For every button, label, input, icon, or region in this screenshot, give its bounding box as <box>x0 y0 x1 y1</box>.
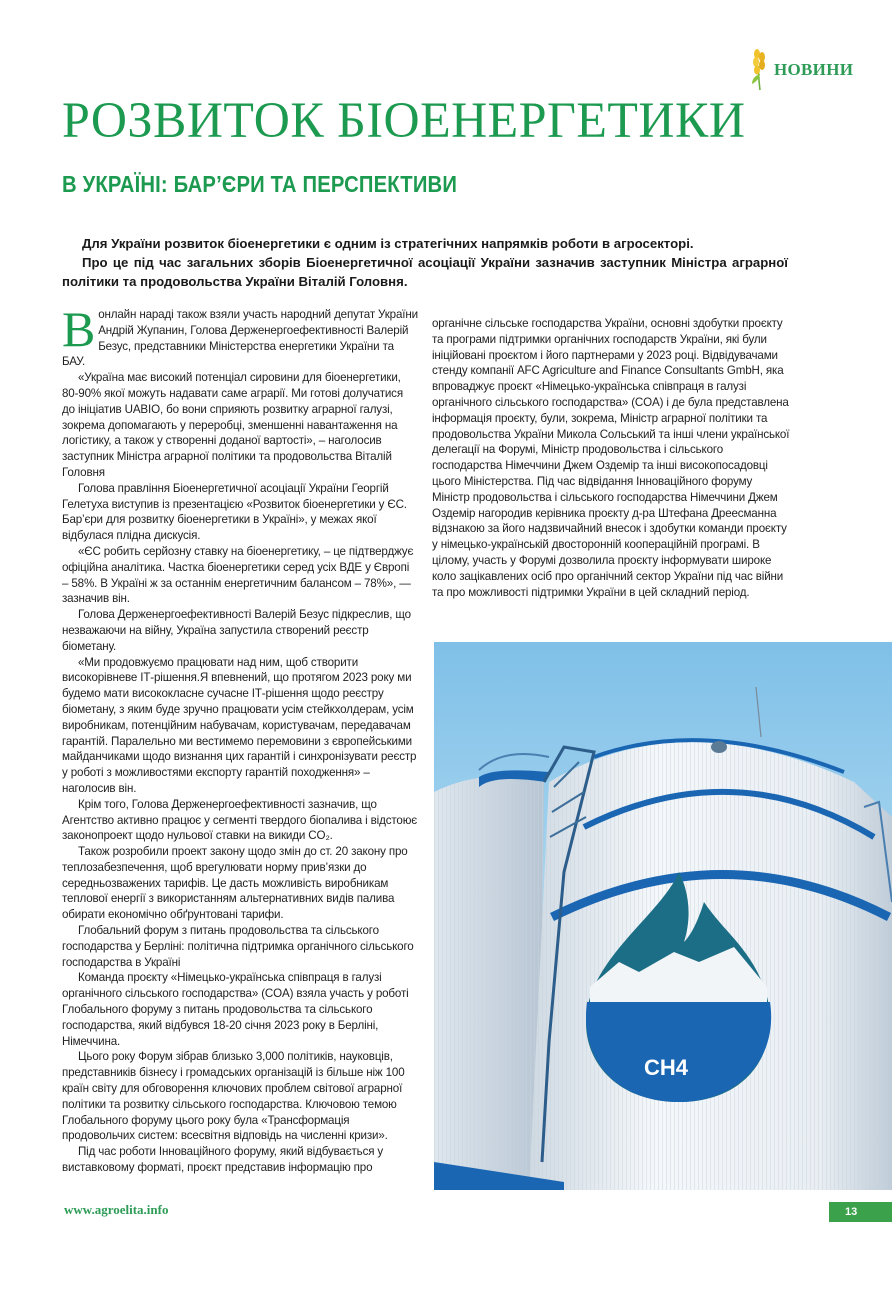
article-paragraph: Команда проєкту «Німецько-українська співпраця в галузі органічного сільського господарства» (COA) взяла участь у роботі Глобального форуму з питань продовольства та сільського господарства, який відбувся 18-20 січня 2023 року в Берліні, Німеччина. <box>62 971 409 1048</box>
article-paragraph: Цього року Форум зібрав близько 3,000 політиків, науковців, представників бізнесу і громадських організацій із більше ніж 100 країн світу для обговорення ключових проблем світової аграрної політики та розвитку сільського господарства. Ключовою темою Глобального форуму цього року була «Трансформація продовольчих систем: всесвітня відповідь на численні кризи». <box>62 1050 405 1143</box>
article-column-right <box>432 316 792 600</box>
page-number-badge: 13 <box>829 1202 892 1222</box>
article-paragraph: Голова правління Біоенергетичної асоціації України Георгій Гелетуха виступив із презентацією «Розвиток біоенергетики у ЄС. Бар’єри для розвитку біоенергетики в Україні», у межах якої відбулася плідна дискусія. <box>62 481 407 543</box>
article-paragraph: Крім того, Голова Держенергоефективності зазначив, що Агентство активно працює у сегменті твердого біопалива і відстоює законопроект щодо нульової ставки на викиди CO₂. <box>62 797 418 843</box>
article-paragraph: органічне сільське господарства України, основні здобутки проєкту та програми підтримки органічних господарств України, які були ініційовані проєктом і його партнерами у 2023 році. Відвідувачами стенду компанії AFC Agriculture and Finance Consultants GmbH, яка впроваджує проєкт «Німецько-українська співпраця в галузі органічного сільського господарства» (COA) і де була представлена інформація проєкту, були, зокрема, Міністр аграрної політики та продовольства України Микола Сольський та інші члени української делегації на Форумі, Міністр продовольства і сільського господарства Німеччини Джем Оздемір та інші високопосадовці цього Міністерства. Під час відвідання Інноваційного форуму Міністр продовольства і сільського господарства Німеччини Джем Оздемір нагородив керівника проєкту д-ра Штефана Дреесманна відзнакою за його надзвичайний внесок і здобутки команди проєкту у німецько-українській двосторонній коопераційній програмі. В цілому, участь у Форумі дозволила проєкту інформувати широке коло зацікавлених осіб про органічний сектор України під час війни та про можливості підтримки України в цей складний період. <box>432 317 790 599</box>
section-label: НОВИНИ <box>774 60 854 79</box>
article-paragraph: Також розробили проект закону щодо змін до ст. 20 закону про теплозабезпечення, щоб врегулювати норму прив’язки до середньозважених тарифів. Це дасть можливість виробникам теплової енергії з використанням альтернативних видів палива обирати економічно обґрунтовані тарифи. <box>62 845 408 922</box>
article-column-left <box>62 301 418 1176</box>
footer-website-link[interactable]: www.agroelita.info <box>64 1202 169 1217</box>
article-subheading: Глобальний форум з питань продовольства та сільського господарства у Берліні: політична підтримка органічного сільського господарства в Україні <box>62 924 414 969</box>
article-paragraph: «Україна має високий потенціал сировини для біоенергетики, 80-90% якої можуть надавати саме аграрії. Ми готові долучатися до ініціатив UABIO, бо вони сприяють розвитку аграрної галузі, зокрема допомагають у переробці, зменшенні навантаження на логістику, а також у створенні доданої вартості», – наголосив заступник Міністра аграрної політики та продовольства Віталій Головня <box>62 371 403 479</box>
article-paragraph: Голова Держенергоефективності Валерій Безус підкреслив, що незважаючи на війну, Україна запустила створений реєстр біометану. <box>62 608 411 653</box>
wheat-icon <box>748 44 770 92</box>
paragraph-text: онлайн нараді також взяли участь народний депутат України Андрій Жупанин, Голова Держенергоефективності Валерій Безус, представники Міністерства енергетики України та БАУ. <box>62 308 418 369</box>
article-paragraph: «Ми продовжуємо працювати над ним, щоб створити високорівневе ІТ-рішення.Я впевнений, що протягом 2023 року ми будемо мати висококласне сучасне ІТ-рішення щодо реєстру біометану, з яким буде зручно працювати усім стейкхолдерам, усім виробникам, потенційним набувачам, користувачам, передавачам гарантій. Паралельно ми вестимемо перемовини з європейськими майданчиками щодо визнання цих гарантій і синхронізувати реєстр у роботі з можливостями експорту гарантій походження» – наголосив він. <box>62 655 417 795</box>
photo-illustration <box>434 642 892 1190</box>
biogas-tank-photo <box>434 642 892 1190</box>
article-paragraph <box>62 301 418 370</box>
drop-cap: В <box>62 301 96 357</box>
article-paragraph: «ЄС робить серйозну ставку на біоенергетику, – це підтверджує офіційна аналітика. Частка біоенергетики серед усіх ВДЕ у Європі – 58%. В Україні ж за останнім енергетичним балансом – 78%», — зазначив він. <box>62 544 414 606</box>
article-subtitle: В УКРАЇНІ: БАР’ЄРИ ТА ПЕРСПЕКТИВИ <box>62 171 458 197</box>
article-paragraph: Під час роботи Інноваційного форуму, який відбувається у виставковому форматі, проєкт представив інформацію про <box>62 1145 384 1175</box>
lead-paragraph: Для України розвиток біоенергетики є одним із стратегічних напрямків роботи в агросекторі. <box>82 236 694 251</box>
article-title: РОЗВИТОК БІОЕНЕРГЕТИКИ <box>62 93 746 149</box>
lead-paragraph: Про це під час загальних зборів Біоенергетичної асоціації України зазначив заступник Міністра аграрної політики та продовольства України Віталій Головня. <box>62 255 788 289</box>
ch4-text: CH4 <box>643 1055 689 1080</box>
article-lead <box>62 234 788 291</box>
section-tag <box>748 44 853 92</box>
